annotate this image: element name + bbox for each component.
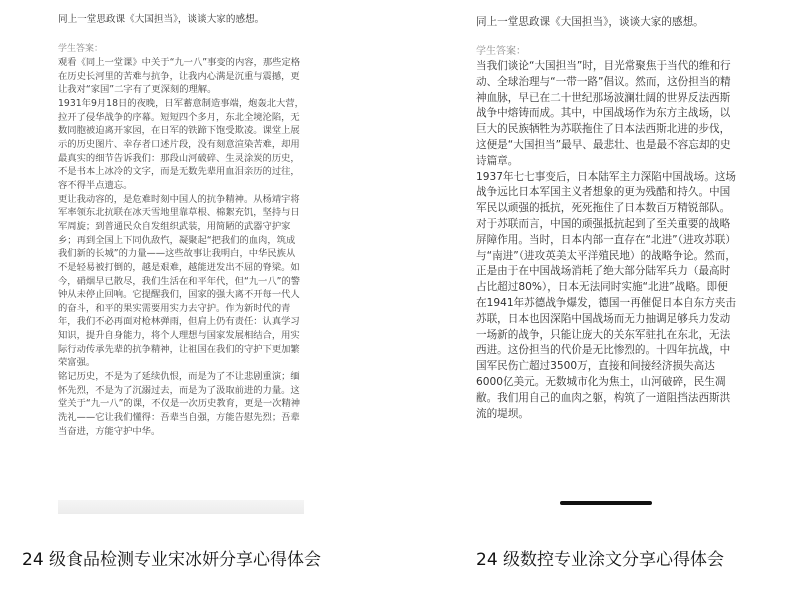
answer-paragraph: 当我们谈论“大国担当”时，目光常聚焦于当代的维和行动、全球治理与“一带一路”倡议。然而，这份担当的精神血脉，早已在二十世纪那场波澜壮阔的世界反法西斯战争中熔铸而成。其中，中国战场作为东方主战场，以巨大的民族牺牲为苏联拖住了日本法西斯北进的步伐，这便是“大国担当”最早、最悲壮、也是最不容忘却的史诗篇章。	[476, 60, 731, 167]
question-text: 同上一堂思政课《大国担当》，谈谈大家的感想。	[476, 16, 704, 28]
answer-paragraph: 1937年七七事变后，日本陆军主力深陷中国战场。这场战争远比日本军国主义者想象的更为残酷和持久。中国军民以顽强的抵抗，死死拖住了日本数百万精锐部队。	[476, 170, 737, 215]
caption-right: 24 级数控专业涂文分享心得体会	[476, 550, 725, 570]
right-phone-screenshot	[476, 14, 738, 510]
left-phone-screenshot	[58, 12, 304, 512]
answer-body	[58, 56, 304, 438]
home-indicator	[560, 501, 652, 505]
answer-label: 学生答案：	[58, 44, 104, 54]
bottom-divider	[58, 500, 304, 514]
answer-label: 学生答案：	[476, 46, 526, 57]
answer-paragraph: 铭记历史，不是为了延续仇恨，而是为了不让悲剧重演；缅怀先烈，不是为了沉溺过去，而是为了汲取前进的力量。这堂关于“九一八”的课，不仅是一次历史教育，更是一次精神洗礼——它让我们懂得：吾辈当自强，方能告慰先烈；吾辈当奋进，方能守护中华。	[58, 371, 301, 437]
caption-left: 24 级食品检测专业宋冰妍分享心得体会	[22, 550, 322, 570]
answer-paragraph: 更让我动容的，是危难时刻中国人的抗争精神。从杨靖宇将军率领东北抗联在冰天雪地里靠草根、棉絮充饥，坚持与日军周旋；到普通民众自发组织武装，用简陋的武器守护家乡；再到全国上下同仇敌忾，凝聚起“把我们的血肉，筑成我们新的长城”的力量——这些故事让我明白，中华民族从不是轻易被打倒的，越是艰难，越能迸发出不屈的脊梁。如今，硝烟早已散尽，我们生活在和平年代，但“九一八”的警钟从未停止回响。它提醒我们，国家的强大离不开每一代人的奋斗，和平的果实需要用实力去守护。作为新时代的青年，我们不必再面对枪林弹雨，但肩上仍有责任：认真学习知识，提升自身能力，将个人理想与国家发展相结合，用实际行动传承先辈的抗争精神，让祖国在我们的守护下更加繁荣富强。	[58, 193, 301, 369]
answer-body	[476, 59, 738, 422]
answer-paragraph: 观看《同上一堂课》中关于“九一八”事变的内容，那些定格在历史长河里的苦难与抗争，让我内心满是沉重与震撼，更让我对“家国”二字有了更深刻的理解。	[58, 57, 301, 96]
answer-paragraph: 对于苏联而言，中国的顽强抵抗起到了至关重要的战略屏障作用。当时，日本内部一直存在“北进”（进攻苏联）与“南进”（进攻英美太平洋殖民地）的战略争论。然而，正是由于在中国战场消耗了绝大部分陆军兵力（最高时占比超过80%），日本无法同时实施“北进”战略。即便在1941年苏德战争爆发，德国一再催促日本自东方夹击苏联，日本也因深陷中国战场而无力抽调足够兵力发动一场新的战争，只能让庞大的关东军驻扎在东北，无法西进。这份担当的代价是无比惨烈的。十四年抗战，中国军民伤亡超过3500万，直接和间接经济损失高达6000亿美元。无数城市化为焦土，山河破碎，民生凋敝。我们用自己的血肉之躯，构筑了一道阻挡法西斯洪流的堤坝。	[476, 217, 737, 420]
question-text: 同上一堂思政课《大国担当》，谈谈大家的感想。	[58, 14, 265, 25]
answer-paragraph: 1931年9月18日的夜晚，日军蓄意制造事端，炮轰北大营，拉开了侵华战争的序幕。短短四个多月，东北全境沦陷，无数同胞被迫离开家园，在日军的铁蹄下饱受欺凌。课堂上展示的历史图片、幸存者口述片段，没有刻意渲染苦难，却用最真实的细节告诉我们：那段山河破碎、生灵涂炭的历史，不是书本上冰冷的文字，而是无数先辈用血泪亲历的过往，容不得半点遗忘。	[58, 97, 304, 191]
